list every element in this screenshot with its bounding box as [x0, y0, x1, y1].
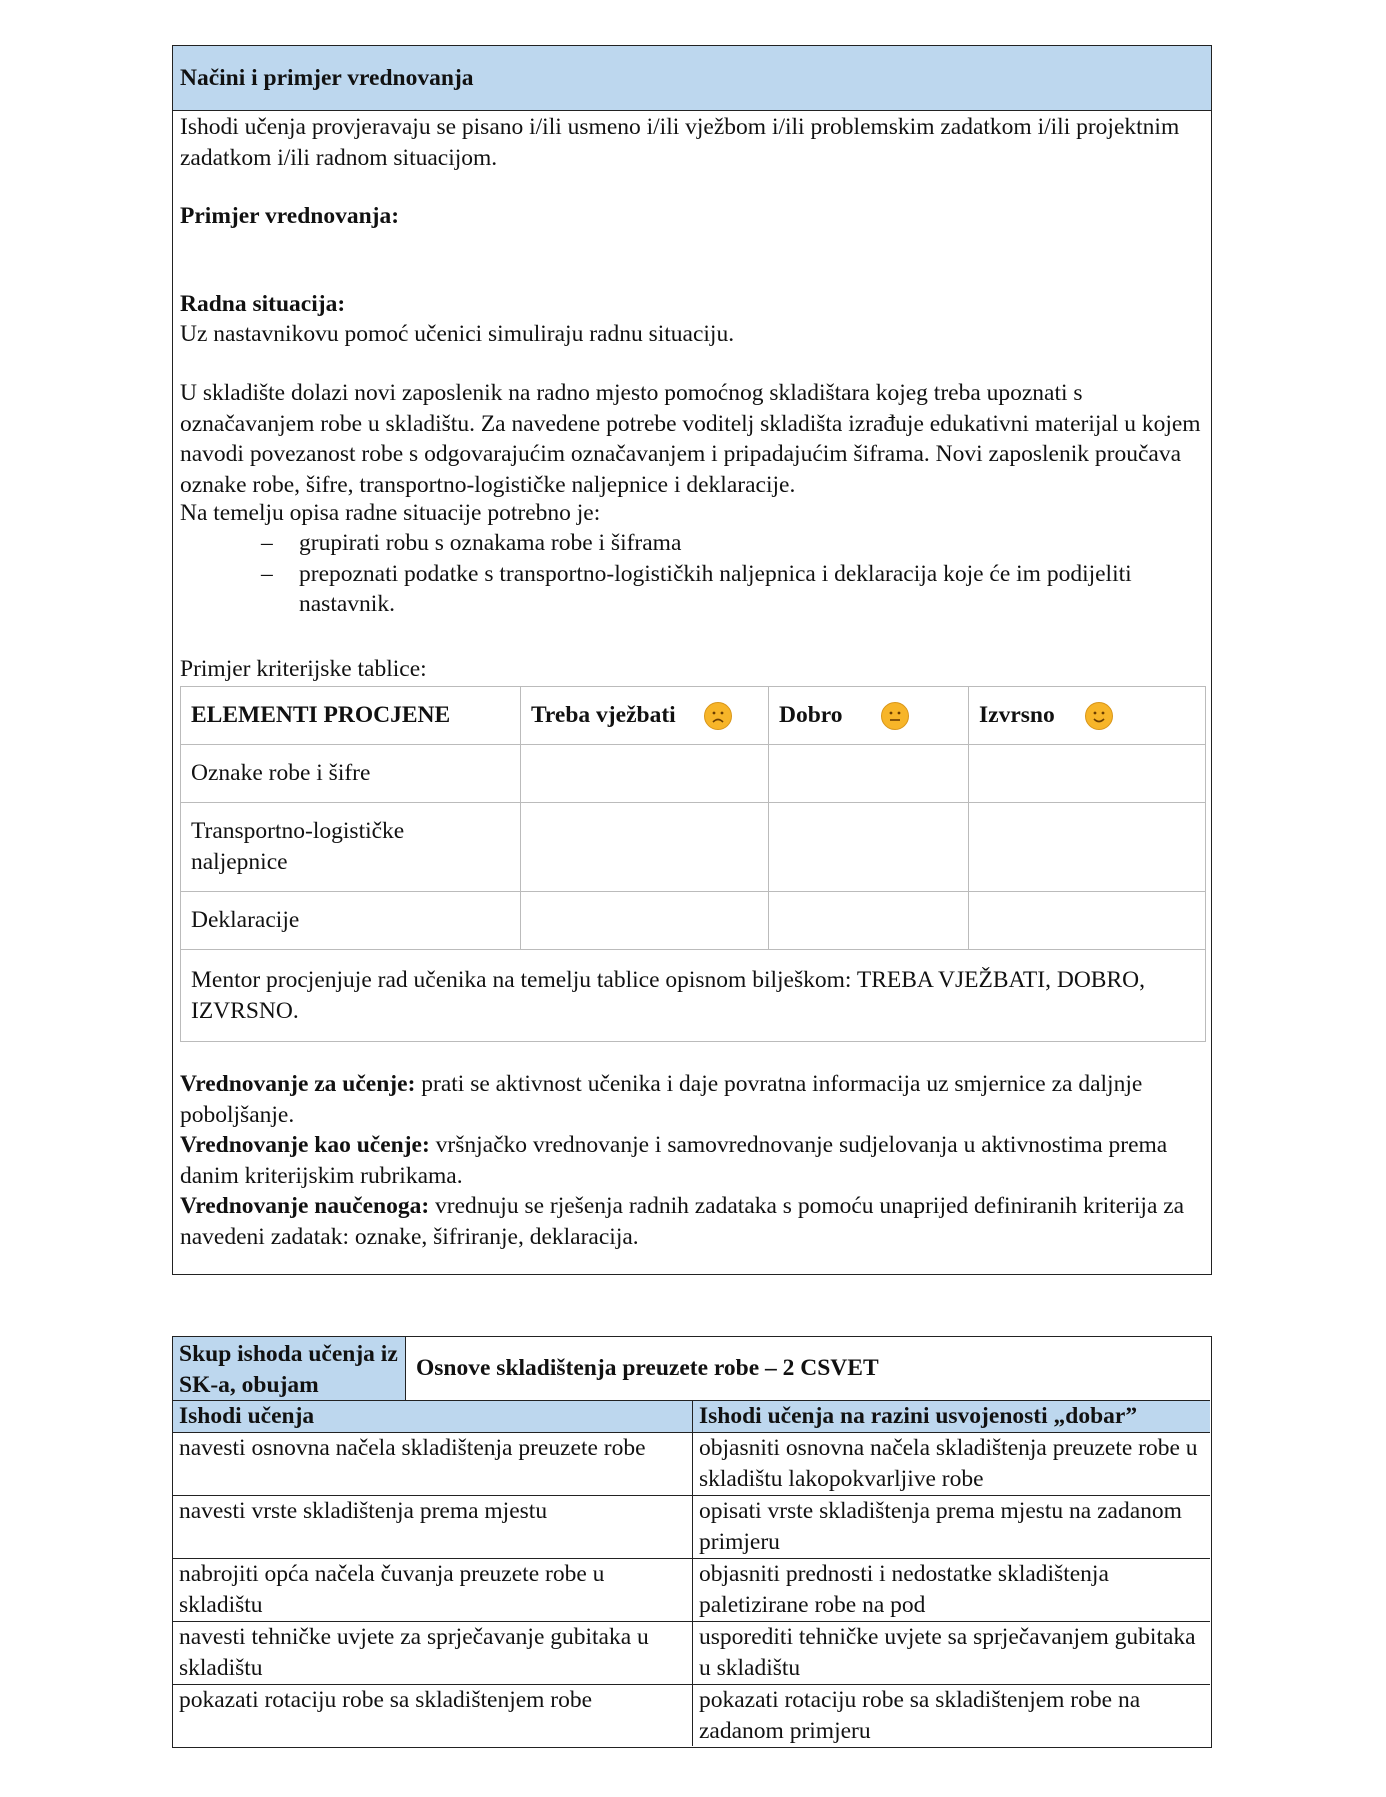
criteria-header-good: Dobro	[769, 687, 969, 745]
table-row-right: objasniti prednosti i nedostatke skladištenja paletizirane robe na pod	[693, 1559, 1210, 1622]
table-row-left: pokazati rotaciju robe sa skladištenjem robe	[173, 1685, 693, 1746]
criteria-cell	[521, 803, 769, 892]
table-row-left: nabrojiti opća načela čuvanja preuzete robe u skladištu	[173, 1559, 693, 1622]
criteria-cell	[521, 745, 769, 803]
section-title: Načini i primjer vrednovanja	[180, 64, 474, 91]
outcomes-col-left-header: Ishodi učenja	[173, 1401, 693, 1433]
criteria-header-needs-practice: Treba vježbati	[521, 687, 769, 745]
evaluation-as-learning: Vrednovanje kao učenje: vršnjačko vrednovanje i samovrednovanje sudjelovanja u aktivnostima prema danim kriterijskim rubrikama.	[180, 1132, 1168, 1189]
table-row-right: objasniti osnovna načela skladištenja preuzete robe u skladištu lakopokvarljive robe	[693, 1433, 1210, 1496]
table-row-left: navesti osnovna načela skladištenja preuzete robe	[173, 1433, 693, 1496]
table-row-left: navesti vrste skladištenja prema mjestu	[173, 1496, 693, 1559]
list-item: – grupirati robu s oznakama robe i šiframa	[180, 528, 1204, 559]
outcomes-set-label: Skup ishoda učenja iz SK-a, obujam	[173, 1337, 406, 1401]
criteria-header-elements: ELEMENTI PROCJENE	[181, 687, 521, 745]
scenario-text: U skladište dolazi novi zaposlenik na radno mjesto pomoćnog skladištara kojeg treba upoznati s označavanjem robe u skladištu. Za navedene potrebe voditelj skladišta izrađuje edukativni materijal u kojem navodi povezanost robe s odgovarajućim označavanjem i pripadajućim šiframa. Novi zaposlenik proučava oznake robe, šifre, transportno-logističke naljepnice i deklaracije.	[180, 380, 1201, 498]
criteria-cell	[969, 745, 1206, 803]
evaluation-section	[172, 45, 1212, 1275]
criteria-cell	[969, 803, 1206, 892]
criteria-cell	[769, 745, 969, 803]
evaluation-for-learning: Vrednovanje za učenje: prati se aktivnost učenika i daje povratna informacija uz smjernice za daljnje poboljšanje.	[180, 1071, 1143, 1128]
criteria-footer: Mentor procjenjuje rad učenika na temelju tablice opisnom bilješkom: TREBA VJEŽBATI, DOBRO, IZVRSNO.	[191, 966, 1145, 1024]
sad-face-icon	[704, 702, 732, 730]
list-item: – prepoznati podatke s transportno-logističkih naljepnica i deklaracija koje će im podijeliti nastavnik.	[180, 559, 1204, 620]
criteria-row-label: Deklaracije	[181, 892, 521, 950]
table-row-left: navesti tehničke uvjete za sprječavanje gubitaka u skladištu	[173, 1622, 693, 1685]
task-intro: Na temelju opisa radne situacije potrebno je:	[180, 500, 601, 526]
work-situation-intro: Uz nastavnikovu pomoć učenici simuliraju radnu situaciju.	[180, 321, 735, 347]
outcomes-col-right-header: Ishodi učenja na razini usvojenosti „dobar”	[693, 1401, 1210, 1433]
outcomes-set-value: Osnove skladištenja preuzete robe – 2 CSVET	[406, 1337, 1210, 1401]
work-situation-heading: Radna situacija:	[180, 291, 346, 317]
evaluation-of-learning: Vrednovanje naučenoga: vrednuju se rješenja radnih zadataka s pomoću unaprijed definiranih kriterija za navedeni zadatak: oznake, šifriranje, deklaracija.	[180, 1193, 1185, 1250]
criteria-caption: Primjer kriterijske tablice:	[180, 656, 427, 682]
evaluation-notes	[180, 1069, 1204, 1252]
table-row-right: opisati vrste skladištenja prema mjestu na zadanom primjeru	[693, 1496, 1210, 1559]
task-list	[180, 528, 1204, 620]
criteria-header-excellent: Izvrsno	[969, 687, 1206, 745]
table-row-right: pokazati rotaciju robe sa skladištenjem robe na zadanom primjeru	[699, 1687, 1141, 1745]
outcomes-table	[172, 1336, 1212, 1748]
table-row-right: usporediti tehničke uvjete sa sprječavanjem gubitaka u skladištu	[693, 1622, 1210, 1685]
criteria-row-label: Oznake robe i šifre	[181, 745, 521, 803]
neutral-face-icon	[881, 702, 909, 730]
criteria-cell	[969, 892, 1206, 950]
evaluation-section-header	[173, 46, 1211, 111]
smile-face-icon	[1085, 702, 1113, 730]
criteria-row-label: Transportno-logističke naljepnice	[181, 803, 521, 892]
criteria-cell	[521, 892, 769, 950]
criteria-cell	[769, 803, 969, 892]
intro-text: Ishodi učenja provjeravaju se pisano i/ili usmeno i/ili vježbom i/ili problemskim zadatkom i/ili projektnim zadatkom i/ili radnom situacijom.	[180, 114, 1180, 171]
criteria-cell	[769, 892, 969, 950]
example-heading: Primjer vrednovanja:	[180, 203, 400, 229]
criteria-table	[180, 686, 1206, 1042]
